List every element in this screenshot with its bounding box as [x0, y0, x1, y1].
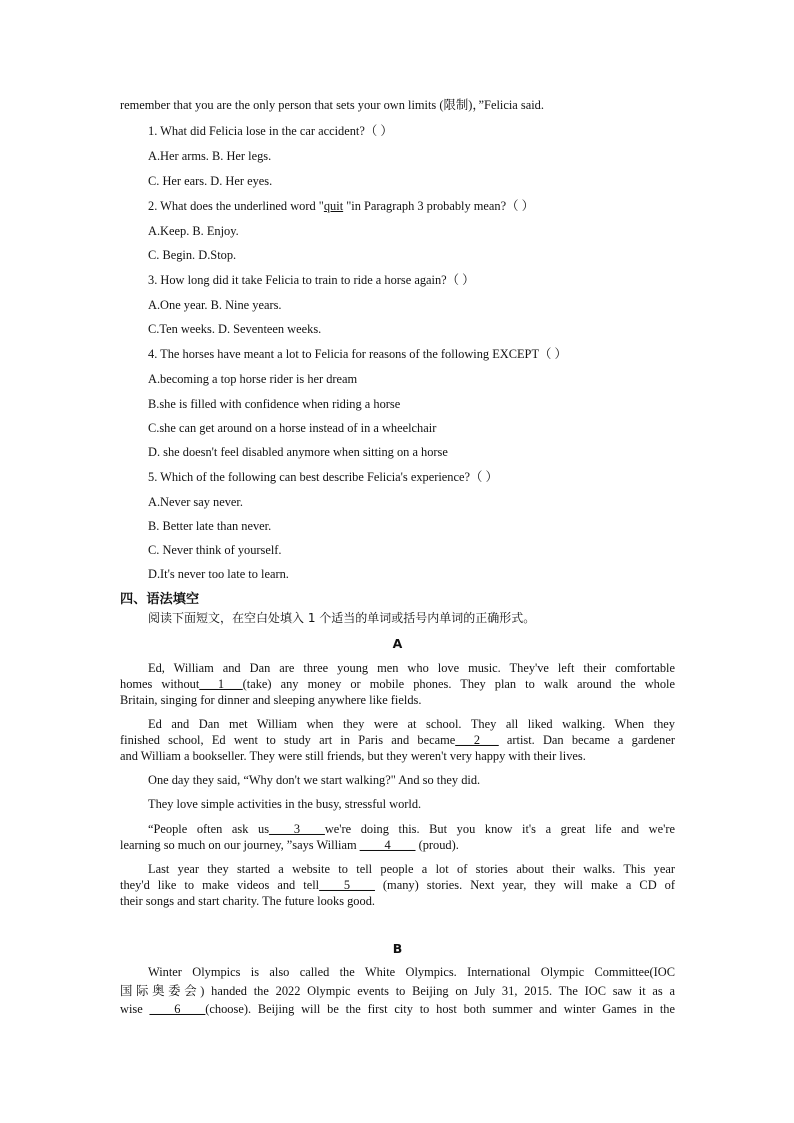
question-5-option-b: B. Better late than never. — [148, 519, 272, 533]
passage-a-line: One day they said, “Why don't we start walking?" And so they did. — [148, 773, 481, 787]
blank-4[interactable]: ____4____ — [359, 838, 416, 852]
question-4-option-c: C.she can get around on a horse instead of in a wheelchair — [148, 421, 437, 435]
question-5-option-c: C. Never think of yourself. — [148, 543, 282, 557]
question-3-option-row: A.One year. B. Nine years. — [148, 298, 282, 312]
passage-a-line: Ed, William and Dan are three young men who love music. They've left their comfortable — [148, 661, 675, 675]
blank-6[interactable]: ____6____ — [149, 1002, 206, 1016]
question-3-stem: 3. How long did it take Felicia to train to ride a horse again?（ ） — [148, 273, 475, 287]
section-heading: 四、语法填空 — [120, 592, 200, 607]
question-4-option-b: B.she is filled with confidence when riding a horse — [148, 397, 401, 411]
passage-b-label: B — [392, 941, 403, 956]
passage-a-line: and William a bookseller. They were still friends, but they weren't very happy with their lives. — [120, 749, 586, 763]
passage-a-line: “People often ask us____3____we're doing this. But you know it's a great life and we're — [148, 822, 675, 836]
passage-b-line: wise ____6____(choose). Beijing will be the first city to host both summer and winter Games in the — [120, 1002, 675, 1016]
question-4-option-a: A.becoming a top horse rider is her dream — [148, 372, 358, 386]
question-5-stem: 5. Which of the following can best describe Felicia's experience?（ ） — [148, 470, 498, 484]
question-5-option-a: A.Never say never. — [148, 495, 243, 509]
section-instruction: 阅读下面短文，在空白处填入 1 个适当的单词或括号内单词的正确形式。 — [148, 611, 536, 625]
blank-1[interactable]: ___1___ — [199, 677, 243, 691]
question-1-stem: 1. What did Felicia lose in the car accident?（ ） — [148, 124, 393, 138]
question-2-stem: 2. What does the underlined word "quit "in Paragraph 3 probably mean?（ ） — [148, 199, 535, 213]
underlined-word: quit — [323, 199, 344, 213]
question-5-option-d: D.It's never too late to learn. — [148, 567, 289, 581]
question-2-option-row: C. Begin. D.Stop. — [148, 248, 237, 262]
question-4-option-d: D. she doesn't feel disabled anymore when sitting on a horse — [148, 445, 448, 459]
blank-2[interactable]: ___2___ — [455, 733, 499, 747]
passage-a-line: their songs and start charity. The future looks good. — [120, 894, 375, 908]
passage-b-line: 国际奥委会) handed the 2022 Olympic events to Beijing on July 31, 2015. The IOC saw it as a — [120, 984, 675, 998]
question-1-option-row: A.Her arms. B. Her legs. — [148, 149, 272, 163]
passage-a-line: finished school, Ed went to study art in Paris and became___2___ artist. Dan became a gardener — [120, 733, 675, 747]
passage-a-line: homes without___1___(take) any money or mobile phones. They plan to walk around the whole — [120, 677, 675, 691]
passage-end-line: remember that you are the only person that sets your own limits (限制)，”Felicia said. — [120, 98, 544, 112]
passage-a-line: They love simple activities in the busy, stressful world. — [148, 797, 422, 811]
question-3-option-row: C.Ten weeks. D. Seventeen weeks. — [148, 322, 322, 336]
passage-a-line: they'd like to make videos and tell____5____ (many) stories. Next year, they will make a CD of — [120, 878, 676, 892]
blank-5[interactable]: ____5____ — [319, 878, 375, 892]
passage-a-line: learning so much on our journey, ”says William ____4____ (proud). — [120, 838, 459, 852]
passage-a-line: Britain, singing for dinner and sleeping anywhere like fields. — [120, 693, 422, 707]
question-1-option-row: C. Her ears. D. Her eyes. — [148, 174, 273, 188]
question-2-option-row: A.Keep. B. Enjoy. — [148, 224, 239, 238]
question-4-stem: 4. The horses have meant a lot to Felicia for reasons of the following EXCEPT（ ） — [148, 347, 567, 361]
passage-a-line: Last year they started a website to tell people a lot of stories about their walks. This year — [148, 862, 675, 876]
blank-3[interactable]: ____3____ — [269, 822, 325, 836]
passage-b-line: Winter Olympics is also called the White Olympics. International Olympic Committee(IOC — [148, 965, 675, 979]
passage-a-line: Ed and Dan met William when they were at school. They all liked walking. When they — [148, 717, 675, 731]
passage-a-label: A — [392, 636, 403, 651]
